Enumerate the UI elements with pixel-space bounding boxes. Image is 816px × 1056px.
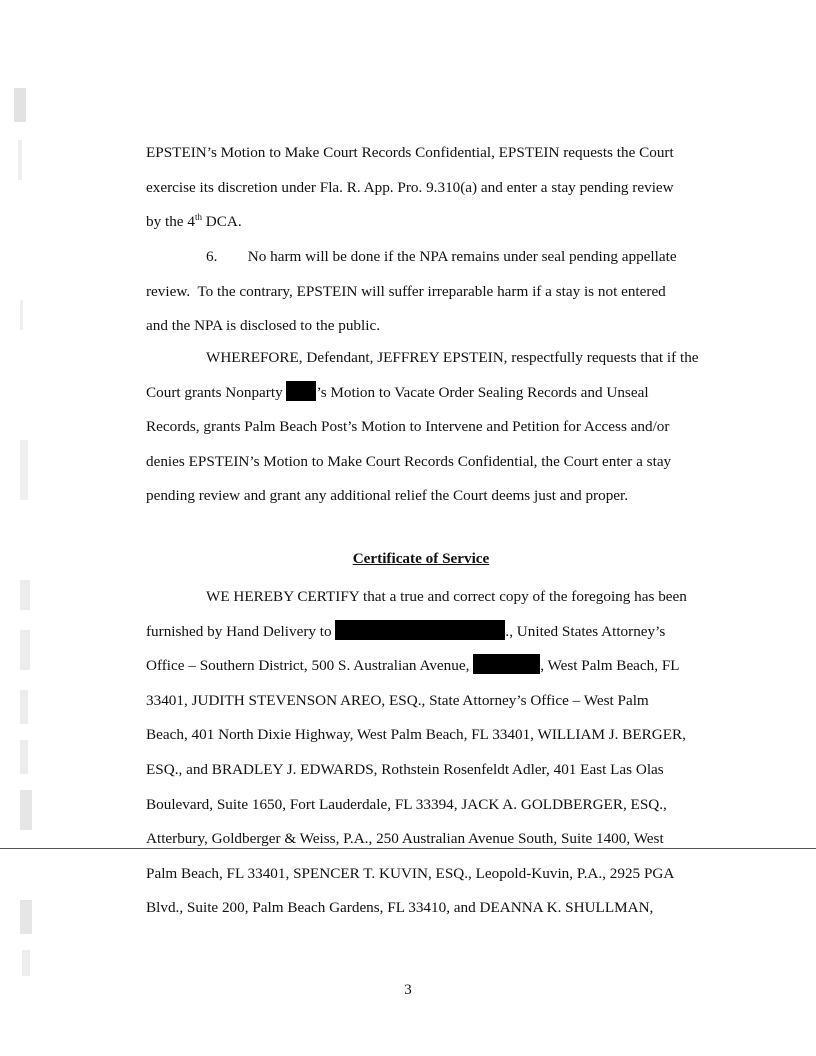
text-line: Blvd., Suite 200, Palm Beach Gardens, FL 33410, and DEANNA K. SHULLMAN,: [146, 899, 654, 917]
text-line: by the 4th DCA.: [146, 212, 242, 231]
text-line: Beach, 401 North Dixie Highway, West Palm Beach, FL 33401, WILLIAM J. BERGER,: [146, 726, 686, 744]
text-line: exercise its discretion under Fla. R. App. Pro. 9.310(a) and enter a stay pending review: [146, 178, 674, 196]
certificate-body: [146, 580, 696, 926]
text-line: WHEREFORE, Defendant, JEFFREY EPSTEIN, respectfully requests that if the: [206, 349, 699, 366]
text-line: Boulevard, Suite 1650, Fort Lauderdale, FL 33394, JACK A. GOLDBERGER, ESQ.,: [146, 795, 667, 813]
text-line: denies EPSTEIN’s Motion to Make Court Records Confidential, the Court enter a stay: [146, 452, 672, 470]
scan-artifact: [18, 140, 22, 180]
scan-artifact: [20, 690, 28, 724]
text-line: and the NPA is disclosed to the public.: [146, 317, 380, 335]
scan-artifact: [20, 440, 28, 500]
page-number: 3: [404, 982, 412, 998]
scan-artifact: [20, 740, 28, 774]
certificate-heading: Certificate of Service: [352, 550, 490, 567]
scan-artifact: [20, 300, 23, 330]
text-line: review. To the contrary, EPSTEIN will suffer irreparable harm if a stay is not entered: [146, 282, 666, 300]
redaction-block: [286, 381, 316, 401]
text-line: Palm Beach, FL 33401, SPENCER T. KUVIN, ESQ., Leopold-Kuvin, P.A., 2925 PGA: [146, 864, 675, 882]
text-line: Atterbury, Goldberger & Weiss, P.A., 250 Australian Avenue South, Suite 1400, West: [146, 830, 664, 848]
scan-artifact: [20, 790, 32, 830]
text-line: pending review and grant any additional relief the Court deems just and proper.: [146, 487, 629, 505]
continued-paragraph: [146, 136, 696, 240]
text-line: Court grants Nonparty ’s Motion to Vacate Order Sealing Records and Unseal: [146, 376, 696, 411]
text-line: ESQ., and BRADLEY J. EDWARDS, Rothstein Rosenfeldt Adler, 401 East Las Olas: [146, 760, 664, 778]
wherefore-paragraph: [146, 341, 699, 514]
text-line: Office – Southern District, 500 S. Australian Avenue, , West Palm Beach, FL: [146, 649, 696, 684]
scan-artifact: [22, 950, 30, 976]
scan-fold-line: [0, 848, 816, 849]
paragraph-6: [146, 240, 696, 344]
scan-edge-artifacts: [0, 0, 40, 1056]
text-line: Records, grants Palm Beach Post’s Motion to Intervene and Petition for Access and/or: [146, 418, 670, 436]
scan-artifact: [20, 580, 30, 610]
text-line: furnished by Hand Delivery to ., United States Attorney’s: [146, 615, 696, 650]
redaction-block: [335, 620, 505, 640]
text-line: WE HEREBY CERTIFY that a true and correct copy of the foregoing has been: [206, 588, 687, 605]
scan-artifact: [20, 900, 32, 934]
scan-artifact: [14, 88, 26, 122]
scan-artifact: [20, 630, 30, 670]
redaction-block: [473, 654, 540, 674]
text-line: 33401, JUDITH STEVENSON AREO, ESQ., State Attorney’s Office – West Palm: [146, 691, 649, 709]
text-line: 6. No harm will be done if the NPA remains under seal pending appellate: [206, 248, 677, 265]
text-line: EPSTEIN’s Motion to Make Court Records Confidential, EPSTEIN requests the Court: [146, 144, 674, 161]
